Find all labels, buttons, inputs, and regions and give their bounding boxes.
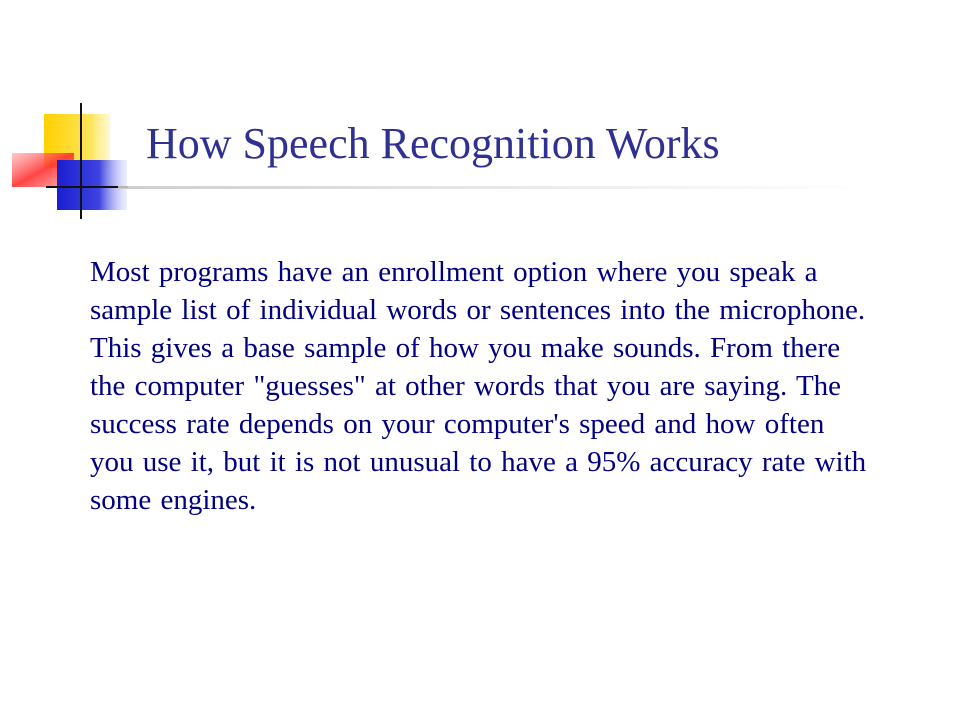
- corner-ornament-icon: [0, 0, 140, 230]
- slide-body-text: Most programs have an enrollment option where you speak a sample list of individual words or sentences into the microphone. This gives a base sample of how you make sounds. From there the computer "guesses" at other words that you are saying. The success rate depends on your computer's speed and how often you use it, but it is not unusual to have a 95% accuracy rate with some engines.: [90, 256, 867, 516]
- slide-title: How Speech Recognition Works: [146, 119, 720, 168]
- title-divider: [118, 186, 878, 189]
